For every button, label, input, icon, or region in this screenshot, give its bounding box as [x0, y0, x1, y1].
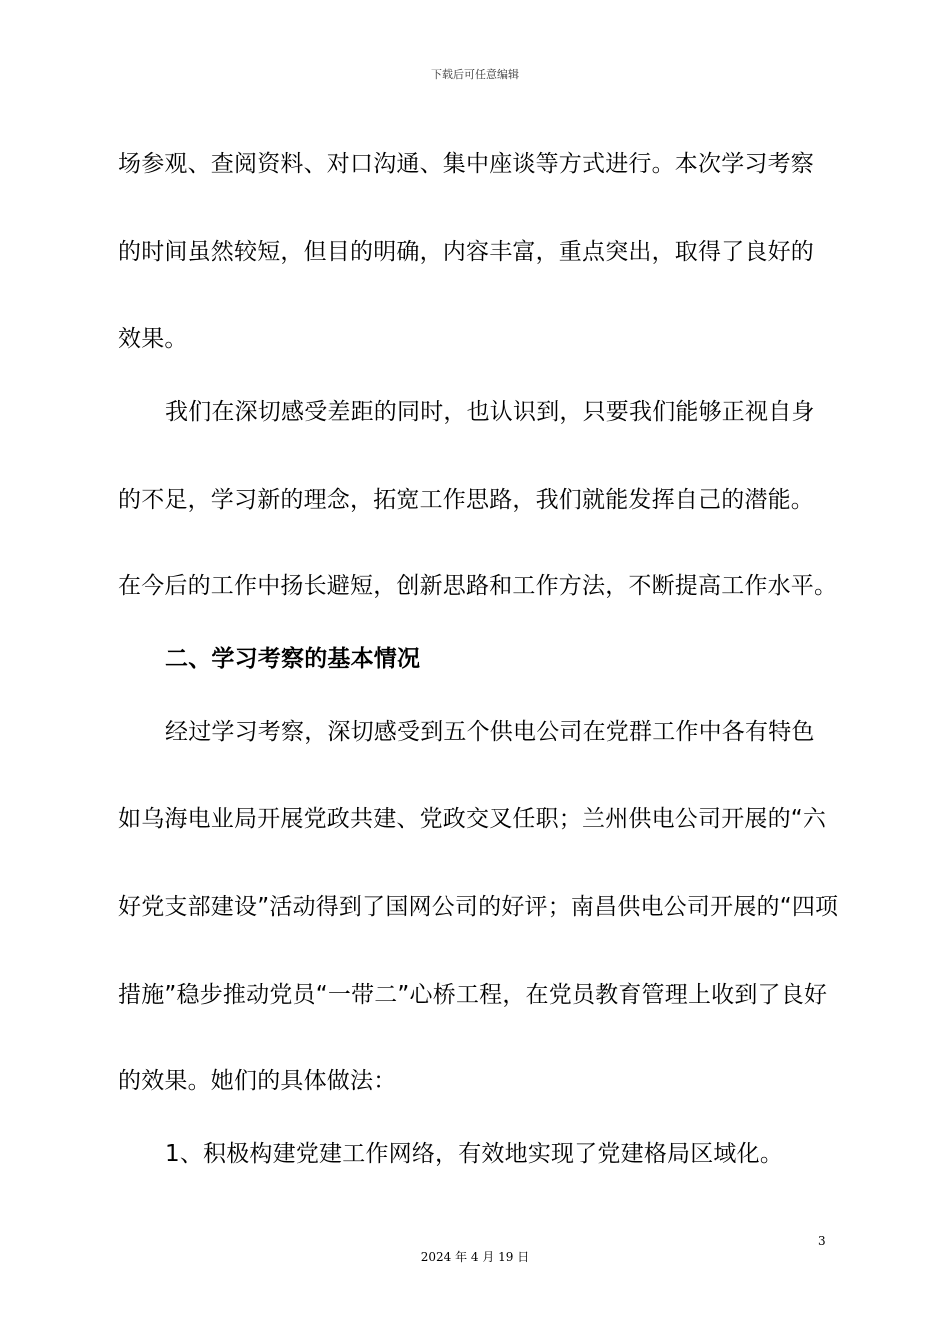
page-number: 3: [818, 1234, 826, 1248]
body-line-4: 我们在深切感受差距的同时，也认识到，只要我们能够正视自身: [165, 399, 815, 425]
body-line-11: 措施”稳步推动党员“一带二”心桥工程，在党员教育管理上收到了良好: [118, 982, 828, 1008]
body-line-12: 的效果。她们的具体做法：: [118, 1068, 397, 1094]
body-line-5: 的不足，学习新的理念，拓宽工作思路，我们就能发挥自己的潜能。: [118, 487, 814, 513]
list-item-1: 1、积极构建党建工作网络，有效地实现了党建格局区域化。: [165, 1141, 784, 1167]
body-line-2: 的时间虽然较短，但目的明确，内容丰富，重点突出，取得了良好的: [118, 239, 814, 265]
body-line-3: 效果。: [118, 326, 188, 352]
footer-date: 2024 年 4 月 19 日: [420, 1250, 530, 1264]
section-heading: 二、学习考察的基本情况: [165, 646, 421, 672]
page-header: 下载后可任意编辑: [431, 68, 519, 81]
body-line-10: 好党支部建设”活动得到了国网公司的好评；南昌供电公司开展的“四项: [118, 894, 839, 920]
body-line-1: 场参观、查阅资料、对口沟通、集中座谈等方式进行。本次学习考察: [118, 151, 814, 177]
body-line-8: 经过学习考察，深切感受到五个供电公司在党群工作中各有特色: [165, 719, 815, 745]
body-line-6: 在今后的工作中扬长避短，创新思路和工作方法，不断提高工作水平。: [118, 573, 838, 599]
body-line-9: 如乌海电业局开展党政共建、党政交叉任职；兰州供电公司开展的“六: [118, 806, 827, 832]
